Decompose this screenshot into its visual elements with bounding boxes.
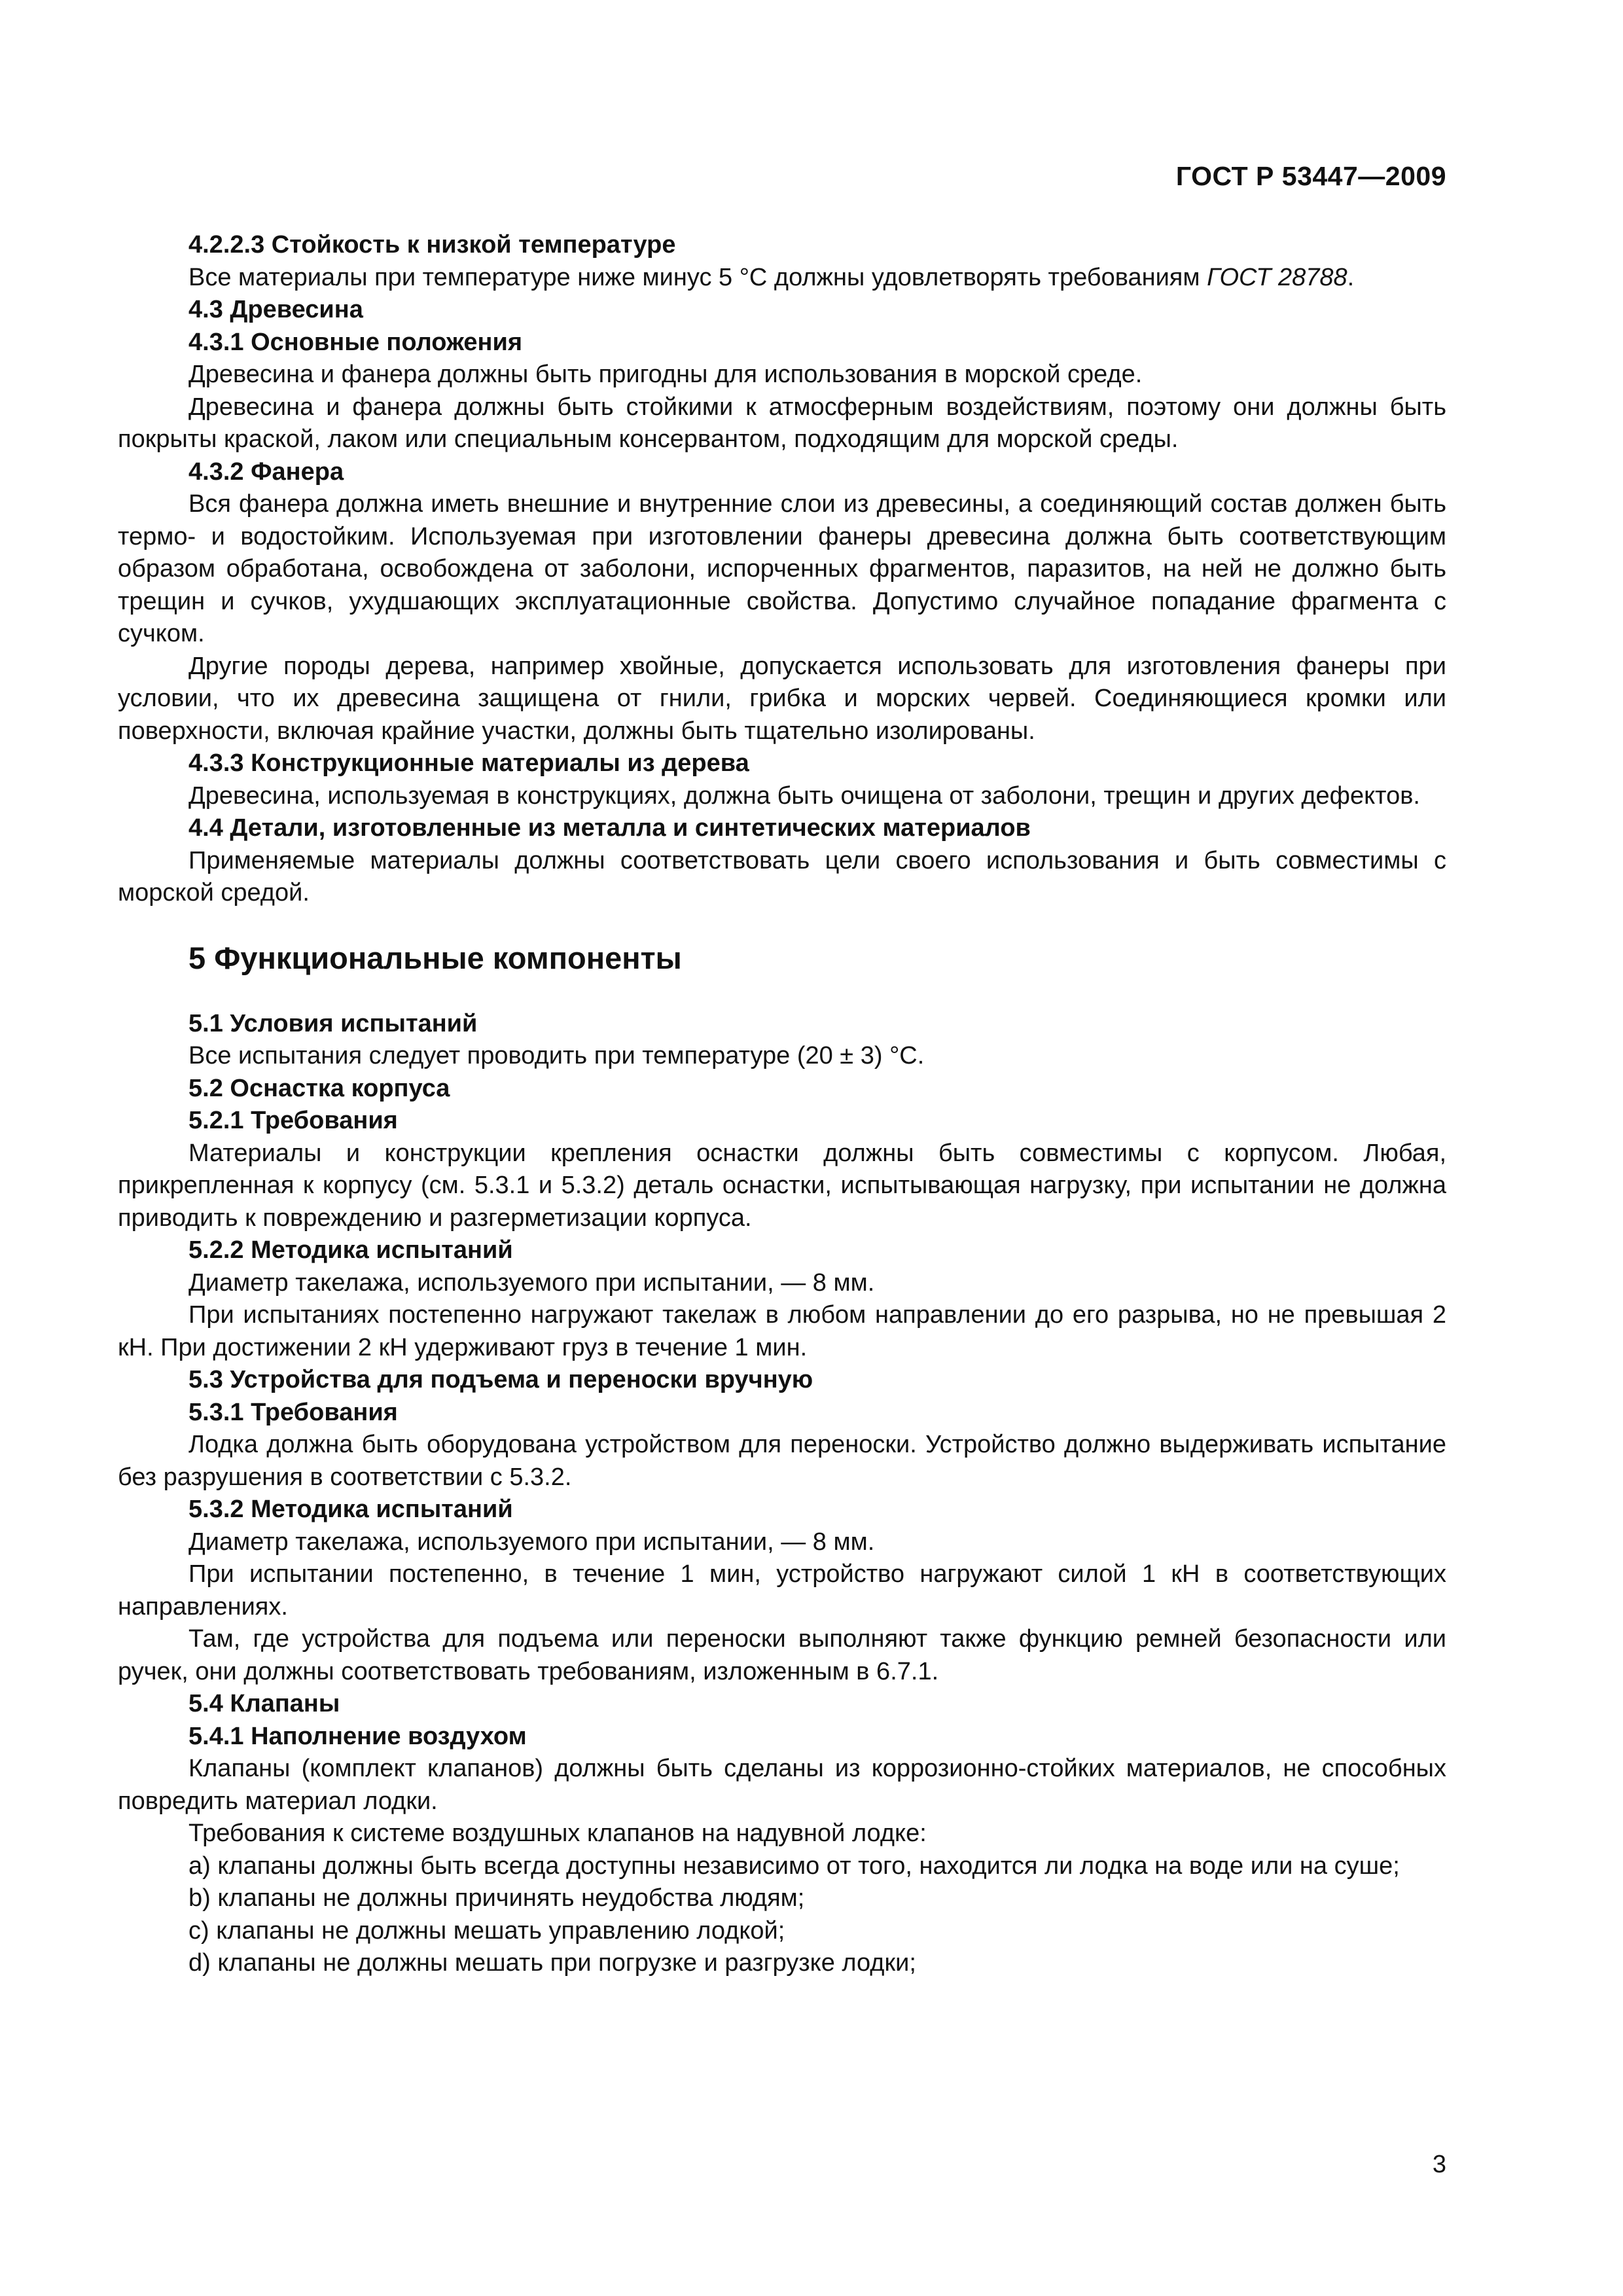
- heading-4-3: 4.3 Древесина: [188, 296, 363, 323]
- paragraph-4-3-3: Древесина, используемая в конструкциях, должна быть очищена от заболони, трещин и других дефектов.: [188, 781, 1420, 810]
- list-item-a: а) клапаны должны быть всегда доступны независимо от того, находится ли лодка на воде или на суше;: [188, 1852, 1400, 1880]
- heading-5-3: 5.3 Устройства для подъема и переноски вручную: [188, 1366, 813, 1393]
- document-body: [118, 229, 1446, 1980]
- paragraph-5-4-1-a: Клапаны (комплект клапанов) должны быть сделаны из коррозионно-стойких материалов, не способных повредить материал лодки.: [118, 1755, 1446, 1815]
- heading-4-2-2-3: 4.2.2.3 Стойкость к низкой температуре: [188, 231, 676, 259]
- paragraph-5-3-2-b: При испытании постепенно, в течение 1 мин, устройство нагружают силой 1 кН в соответствующих направлениях.: [118, 1560, 1446, 1621]
- paragraph-4-2-2-3: [118, 262, 1446, 295]
- paragraph-4-3-2-b: Другие породы дерева, например хвойные, допускается использовать для изготовления фанеры при условии, что их древесина защищена от гнили, грибка и морских червей. Соединяющиеся кромки или поверхности, включая крайние участки, должны быть тщательно изолированы.: [118, 652, 1446, 745]
- heading-5-2-2: 5.2.2 Методика испытаний: [188, 1236, 513, 1264]
- paragraph-4-3-2-a: Вся фанера должна иметь внешние и внутренние слои из древесины, а соединяющий состав должен быть термо- и водостойким. Используемая при изготовлении фанеры древесина должна быть соответствующим образом обработана, освобождена от заболони, испорченных фрагментов, паразитов, на ней не должно быть трещин и сучков, ухудшающих эксплуатационные свойства. Допустимо случайное попадание фрагмента с сучком.: [118, 490, 1446, 647]
- paragraph-5-2-1: Материалы и конструкции крепления оснастки должны быть совместимы с корпусом. Любая, прикрепленная к корпусу (см. 5.3.1 и 5.3.2) деталь оснастки, испытывающая нагрузку, при испытании не должна приводить к повреждению и разгерметизации корпуса.: [118, 1139, 1446, 1232]
- paragraph-4-3-1-b: Древесина и фанера должны быть стойкими к атмосферным воздействиям, поэтому они должны быть покрыты краской, лаком или специальным консервантом, подходящим для морской среды.: [118, 393, 1446, 453]
- document-header: ГОСТ Р 53447—2009: [1175, 161, 1446, 191]
- heading-5-3-2: 5.3.2 Методика испытаний: [188, 1496, 513, 1523]
- paragraph-4-3-1-a: Древесина и фанера должны быть пригодны для использования в морской среде.: [188, 361, 1143, 388]
- heading-5-2: 5.2 Оснастка корпуса: [188, 1074, 450, 1102]
- heading-5-1: 5.1 Условия испытаний: [188, 1009, 478, 1037]
- list-item-d: d) клапаны не должны мешать при погрузке и разгрузке лодки;: [188, 1949, 916, 1977]
- heading-4-4: 4.4 Детали, изготовленные из металла и синтетических материалов: [188, 814, 1031, 842]
- paragraph-end: .: [1347, 263, 1355, 291]
- heading-5-3-1: 5.3.1 Требования: [188, 1398, 398, 1426]
- paragraph-5-1: Все испытания следует проводить при температуре (20 ± 3) °С.: [188, 1042, 925, 1069]
- heading-5-4-1: 5.4.1 Наполнение воздухом: [188, 1722, 527, 1750]
- section-5-title: 5 Функциональные компоненты: [188, 940, 682, 975]
- paragraph-text: Все материалы при температуре ниже минус 5 °С должны удовлетворять требованиям: [188, 263, 1207, 291]
- standard-reference: ГОСТ 28788: [1207, 263, 1347, 291]
- heading-5-4: 5.4 Клапаны: [188, 1690, 340, 1717]
- list-item-b: b) клапаны не должны причинять неудобства людям;: [188, 1884, 805, 1912]
- paragraph-5-3-1: Лодка должна быть оборудована устройством для переноски. Устройство должно выдерживать испытание без разрушения в соответствии с 5.3.2.: [118, 1431, 1446, 1491]
- paragraph-5-2-2-a: Диаметр такелажа, используемого при испытании, — 8 мм.: [188, 1268, 875, 1297]
- heading-4-3-1: 4.3.1 Основные положения: [188, 328, 523, 356]
- paragraph-5-3-2-a: Диаметр такелажа, используемого при испытании, — 8 мм.: [188, 1528, 875, 1556]
- list-item-c: с) клапаны не должны мешать управлению лодкой;: [188, 1916, 785, 1945]
- paragraph-5-2-2-b: При испытаниях постепенно нагружают такелаж в любом направлении до его разрыва, но не превышая 2 кН. При достижении 2 кН удерживают груз в течение 1 мин.: [118, 1301, 1446, 1361]
- heading-4-3-3: 4.3.3 Конструкционные материалы из дерева: [188, 749, 749, 777]
- heading-4-3-2: 4.3.2 Фанера: [188, 457, 344, 486]
- paragraph-4-4: Применяемые материалы должны соответствовать цели своего использования и быть совместимы с морской средой.: [118, 846, 1446, 906]
- heading-5-2-1: 5.2.1 Требования: [188, 1107, 398, 1134]
- paragraph-5-3-2-c: Там, где устройства для подъема или переноски выполняют также функцию ремней безопасности или ручек, они должны соответствовать требованиям, изложенным в 6.7.1.: [118, 1625, 1446, 1685]
- page-number: 3: [1432, 2151, 1446, 2178]
- paragraph-5-4-1-b: Требования к системе воздушных клапанов на надувной лодке:: [188, 1820, 927, 1847]
